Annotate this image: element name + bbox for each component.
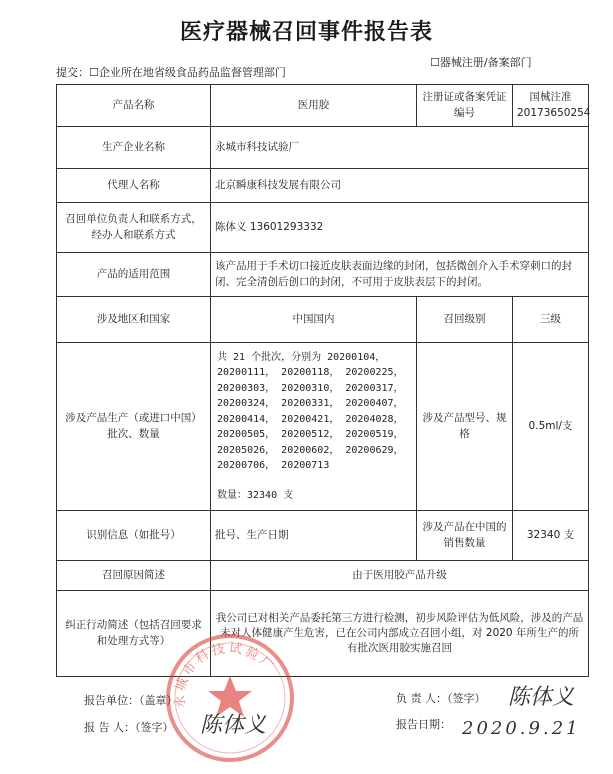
level-label: 召回级别 xyxy=(417,297,513,343)
reg-no-label: 注册证或备案凭证编号 xyxy=(417,85,513,127)
reg-no-value: 国械注准20173650254 xyxy=(513,85,589,127)
row-batches xyxy=(57,343,589,511)
sales-label: 涉及产品在中国的销售数量 xyxy=(417,511,513,561)
recall-report-table xyxy=(56,84,589,677)
agent-label: 代理人名称 xyxy=(57,169,211,203)
stamp-text: 永城市科技试验厂 xyxy=(172,640,278,709)
action-label: 纠正行动简述（包括召回要求和处理方式等） xyxy=(57,591,211,677)
contact-value: 陈体义 13601293332 xyxy=(211,203,589,253)
row-region xyxy=(57,297,589,343)
batch-quantity: 数量：32340 支 xyxy=(217,489,294,501)
head-signature: 陈体义 xyxy=(508,685,575,710)
reason-value: 由于医用胶产品升级 xyxy=(211,561,589,591)
ident-value: 批号、生产日期 xyxy=(211,511,417,561)
level-value: 三级 xyxy=(513,297,589,343)
batch-line: 20205026， 20200602， 20200629， xyxy=(217,444,404,456)
row-manufacturer xyxy=(57,127,589,169)
reason-label: 召回原因简述 xyxy=(57,561,211,591)
region-label: 涉及地区和国家 xyxy=(57,297,211,343)
row-action xyxy=(57,591,589,677)
manufacturer-label: 生产企业名称 xyxy=(57,127,211,169)
action-value: 我公司已对相关产品委托第三方进行检测，初步风险评估为低风险，涉及的产品未对人体健康产生危害，已在公司内部成立召回小组，对 2020 年所生产的所有批次医用胶实施召回 xyxy=(211,591,589,677)
batch-line: 20200303， 20200310， 20200317， xyxy=(217,382,404,394)
row-scope xyxy=(57,253,589,297)
batch-line: 20200505， 20200512， 20200519， xyxy=(217,429,404,441)
report-unit-label: 报告单位：（盖章） xyxy=(84,694,178,707)
scope-label: 产品的适用范围 xyxy=(57,253,211,297)
contact-label: 召回单位负责人和联系方式，经办人和联系方式 xyxy=(57,203,211,253)
batch-line: 20200706， 20200713 xyxy=(217,460,330,472)
product-name-value: 医用胶 xyxy=(211,85,417,127)
reporter-label: 报 告 人：（签字） xyxy=(84,721,174,734)
row-contact xyxy=(57,203,589,253)
manufacturer-value: 永城市科技试验厂 xyxy=(211,127,589,169)
batch-line: 20200111， 20200118， 20200225， xyxy=(217,367,404,379)
agent-value: 北京瞬康科技发展有限公司 xyxy=(211,169,589,203)
row-agent xyxy=(57,169,589,203)
batch-label: 涉及产品生产（或进口中国）批次、数量 xyxy=(57,343,211,511)
row-product-name xyxy=(57,85,589,127)
reporter-signature: 陈体义 xyxy=(200,713,267,738)
head-label: 负 责 人：（签字） xyxy=(396,692,486,705)
report-date-label: 报告日期： xyxy=(396,718,451,731)
scope-value: 该产品用于手术切口接近皮肤表面边缘的封闭，包括微创介入手术穿刺口的封闭、完全清创后创口的封闭，不可用于皮肤表层下的封闭。 xyxy=(211,253,589,297)
submit-to-provincial-dept: 提交：☐企业所在地省级食品药品监督管理部门 xyxy=(56,66,286,79)
row-ident xyxy=(57,511,589,561)
report-date-value: 2020.9.21 xyxy=(462,718,581,739)
batch-line: 20200324， 20200331， 20200407， xyxy=(217,398,404,410)
product-name-label: 产品名称 xyxy=(57,85,211,127)
company-seal-stamp xyxy=(160,628,300,768)
ident-label: 识别信息（如批号） xyxy=(57,511,211,561)
sales-value: 32340 支 xyxy=(513,511,589,561)
page-title: 医疗器械召回事件报告表 xyxy=(179,20,433,45)
batch-value xyxy=(211,343,417,511)
row-reason xyxy=(57,561,589,591)
batch-intro: 共 21 个批次，分别为 20200104， xyxy=(217,351,386,363)
model-label: 涉及产品型号、规格 xyxy=(417,343,513,511)
region-value: 中国国内 xyxy=(211,297,417,343)
submit-to-registration-dept: ☐器械注册/备案部门 xyxy=(430,56,532,69)
batch-line: 20200414， 20200421， 20204028， xyxy=(217,413,404,425)
model-value: 0.5ml/支 xyxy=(513,343,589,511)
